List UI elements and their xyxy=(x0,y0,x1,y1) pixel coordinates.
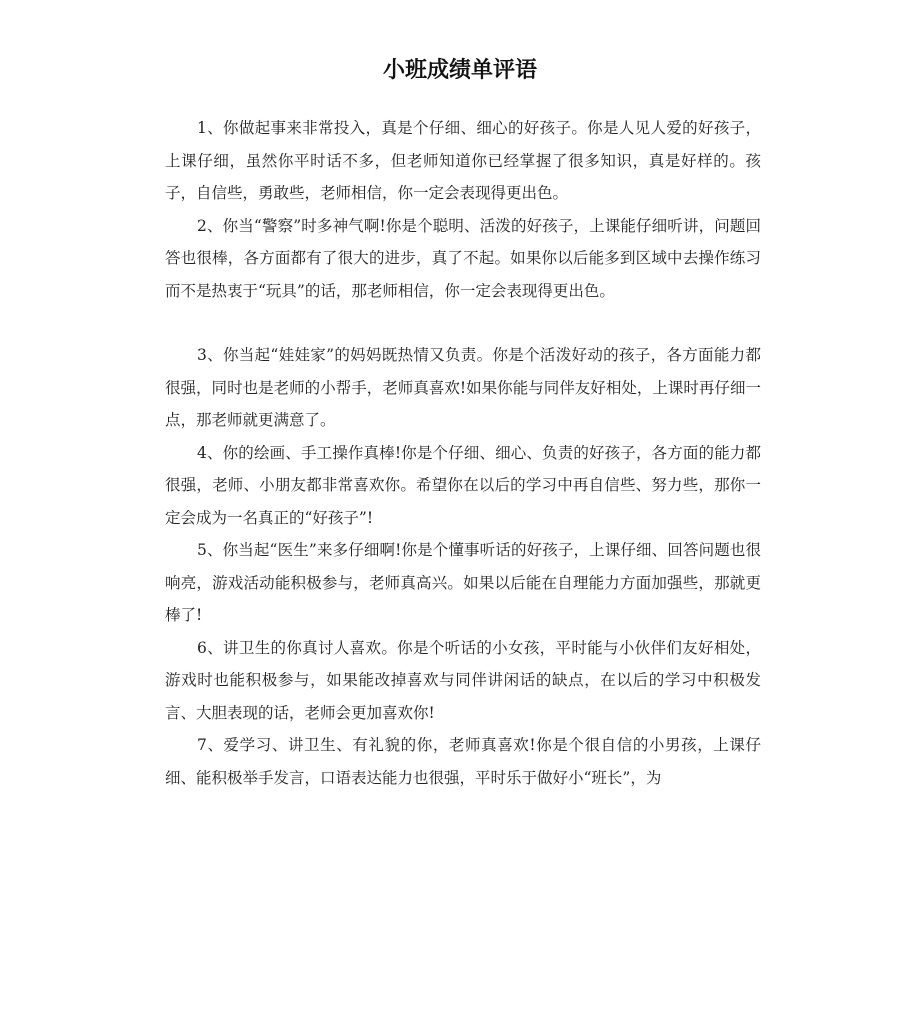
document-body xyxy=(165,112,761,794)
comment-paragraph-6: 6、讲卫生的你真讨人喜欢。你是个听话的小女孩，平时能与小伙伴们友好相处，游戏时也能积极参与，如果能改掉喜欢与同伴讲闲话的缺点，在以后的学习中积极发言、大胆表现的话，老师会更加喜欢你! xyxy=(165,638,761,722)
comment-paragraph-5: 5、你当起“医生”来多仔细啊!你是个懂事听话的好孩子，上课仔细、回答问题也很响亮，游戏活动能积极参与，老师真高兴。如果以后能在自理能力方面加强些，那就更棒了! xyxy=(165,541,761,624)
comment-paragraph-1: 1、你做起事来非常投入，真是个仔细、细心的好孩子。你是人见人爱的好孩子，上课仔细，虽然你平时话不多，但老师知道你已经掌握了很多知识，真是好样的。孩子，自信些，勇敢些，老师相信，你一定会表现得更出色。 xyxy=(165,119,761,202)
comment-paragraph-4: 4、你的绘画、手工操作真棒!你是个仔细、细心、负责的好孩子，各方面的能力都很强，老师、小朋友都非常喜欢你。希望你在以后的学习中再自信些、努力些，那你一定会成为一名真正的“好孩子”! xyxy=(165,443,761,527)
comment-paragraph-7: 7、爱学习、讲卫生、有礼貌的你，老师真喜欢!你是个很自信的小男孩，上课仔细、能积极举手发言，口语表达能力也很强，平时乐于做好小“班长”，为 xyxy=(165,736,761,787)
page-title: 小班成绩单评语 xyxy=(382,58,537,83)
comment-paragraph-3: 3、你当起“娃娃家”的妈妈既热情又负责。你是个活泼好动的孩子，各方面能力都很强，同时也是老师的小帮手，老师真喜欢!如果你能与同伴友好相处，上课时再仔细一点，那老师就更满意了。 xyxy=(165,346,761,429)
comment-paragraph-2: 2、你当“警察”时多神气啊!你是个聪明、活泼的好孩子，上课能仔细听讲，问题回答也很棒，各方面都有了很大的进步，真了不起。如果你以后能多到区域中去操作练习而不是热衷于“玩具”的话，那老师相信，你一定会表现得更出色。 xyxy=(165,216,761,300)
